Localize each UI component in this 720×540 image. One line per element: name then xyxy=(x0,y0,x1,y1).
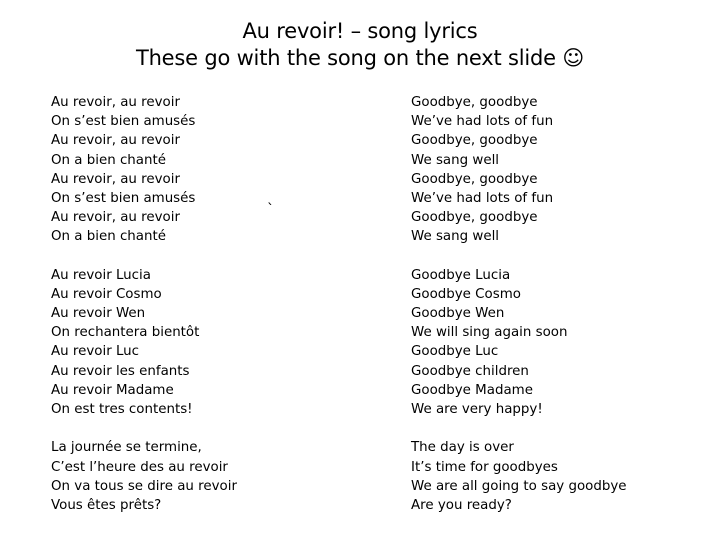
english-lyric-line: Goodbye, goodbye xyxy=(411,133,538,149)
english-lyrics-column xyxy=(411,93,627,515)
english-lyric-line: Goodbye Cosmo xyxy=(411,286,521,302)
english-lyric-line: We will sing again soon xyxy=(411,325,568,341)
french-lyric-line: Au revoir, au revoir xyxy=(51,133,180,149)
english-lyric-line: Goodbye Lucia xyxy=(411,267,511,283)
title-line-2: These go with the song on the next slide ☺ xyxy=(135,46,585,70)
french-lyric-line: Au revoir, au revoir xyxy=(51,171,180,187)
french-lyric-line: Au revoir Luc xyxy=(51,344,140,360)
french-lyric-line: C’est l’heure des au revoir xyxy=(51,459,228,475)
french-lyrics-column xyxy=(51,93,237,515)
english-lyric-line: Goodbye Wen xyxy=(411,306,505,322)
french-lyric-line: On a bien chanté xyxy=(51,229,166,245)
english-lyric-line: Goodbye children xyxy=(411,363,529,379)
english-lyric-line: It’s time for goodbyes xyxy=(411,459,558,475)
english-lyric-line: We sang well xyxy=(411,152,500,168)
title-line-1: Au revoir! – song lyrics xyxy=(242,19,478,43)
english-lyric-line: Goodbye, goodbye xyxy=(411,210,538,226)
french-lyric-line: Au revoir, au revoir xyxy=(51,95,180,110)
english-lyric-line: Goodbye Luc xyxy=(411,344,499,360)
french-stanza-3 xyxy=(51,438,237,515)
english-lyric-line: Goodbye, goodbye xyxy=(411,95,538,110)
french-lyric-line: On est tres contents! xyxy=(51,402,193,417)
french-lyric-line: Au revoir Lucia xyxy=(51,267,151,283)
french-lyric-line: On va tous se dire au revoir xyxy=(51,478,237,494)
french-lyric-line: On a bien chanté xyxy=(51,152,166,168)
french-stanza-2 xyxy=(51,266,237,420)
french-lyric-line: Au revoir Cosmo xyxy=(51,286,162,302)
english-lyric-line: Goodbye Madame xyxy=(411,382,533,398)
slide-title xyxy=(0,18,720,72)
english-lyric-line: We are very happy! xyxy=(411,402,543,417)
english-lyric-line: We sang well xyxy=(411,229,500,245)
english-stanza-3 xyxy=(411,438,627,515)
french-lyric-line: Au revoir Madame xyxy=(51,382,174,398)
english-lyric-line: We’ve had lots of fun xyxy=(411,190,554,206)
french-lyric-line: Au revoir, au revoir xyxy=(51,210,180,226)
english-stanza-1 xyxy=(411,93,627,247)
stray-backtick-mark: ` xyxy=(267,202,274,218)
english-lyric-line: Are you ready? xyxy=(411,497,512,513)
french-stanza-1 xyxy=(51,93,237,247)
french-lyric-line: Au revoir Wen xyxy=(51,306,146,322)
english-stanza-2 xyxy=(411,266,627,420)
french-lyric-line: Au revoir les enfants xyxy=(51,363,190,379)
french-lyric-line: On s’est bien amusés xyxy=(51,190,196,206)
english-lyric-line: We’ve had lots of fun xyxy=(411,114,554,130)
english-lyric-line: Goodbye, goodbye xyxy=(411,171,538,187)
english-lyric-line: The day is over xyxy=(411,440,514,456)
french-lyric-line: On s’est bien amusés xyxy=(51,114,196,130)
french-lyric-line: On rechantera bientôt xyxy=(51,325,200,341)
english-lyric-line: We are all going to say goodbye xyxy=(411,478,627,494)
french-lyric-line: La journée se termine, xyxy=(51,440,202,456)
french-lyric-line: Vous êtes prêts? xyxy=(51,497,162,513)
